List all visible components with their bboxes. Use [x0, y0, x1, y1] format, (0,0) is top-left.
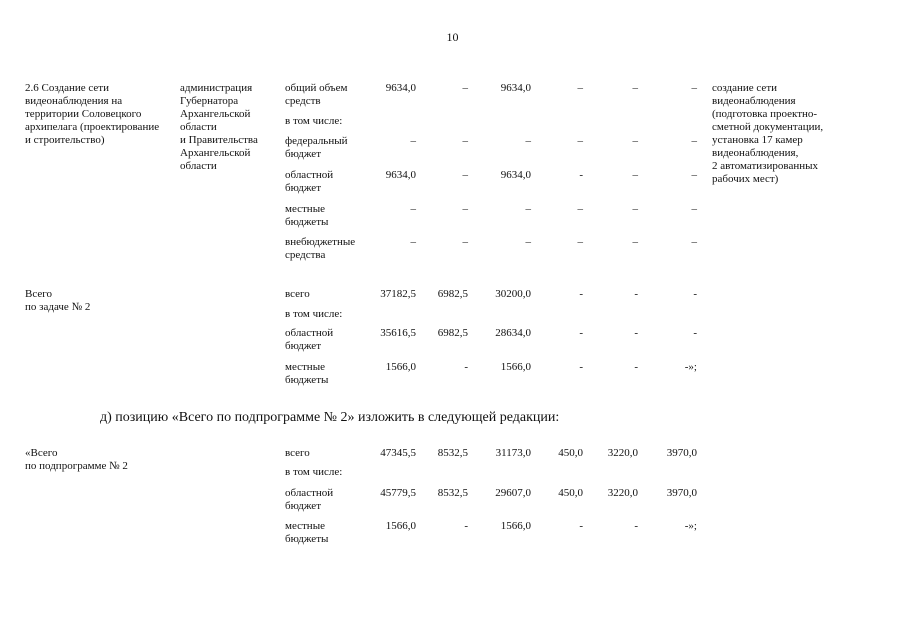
funding-value: –: [632, 169, 638, 181]
task-title-line: и строительство): [25, 134, 105, 146]
result-line: сметной документации,: [712, 121, 824, 133]
funding-value: 3970,0: [666, 447, 697, 459]
funding-value: –: [462, 135, 468, 147]
funding-source: [285, 520, 328, 546]
funding-source-line: в том числе:: [285, 466, 343, 478]
funding-value: 37182,5: [380, 288, 416, 300]
funding-value: 6982,5: [437, 288, 468, 300]
task-total-title-line: Всего: [25, 288, 52, 300]
funding-source: [285, 115, 342, 128]
task-title-line: архипелага (проектирование: [25, 121, 160, 133]
funding-source: [285, 361, 328, 387]
funding-source-line: бюджет: [285, 182, 321, 194]
instruction-text: д) позицию «Всего по подпрограмме № 2» изложить в следующей редакции:: [100, 410, 560, 425]
funding-source-line: федеральный: [285, 135, 348, 147]
funding-value: 450,0: [558, 487, 583, 499]
funding-value: 29607,0: [495, 487, 531, 499]
funding-value: –: [462, 203, 468, 215]
funding-value: –: [691, 169, 697, 181]
funding-source: [285, 327, 333, 353]
funding-value: -: [634, 288, 638, 300]
funding-value: –: [577, 236, 583, 248]
funding-source: [285, 135, 348, 161]
result-line: 2 автоматизированных: [712, 160, 819, 172]
funding-value: –: [462, 82, 468, 94]
funding-value: –: [410, 236, 416, 248]
funding-value: 9634,0: [500, 169, 531, 181]
task-total-title: [25, 288, 90, 314]
funding-value: 1566,0: [385, 361, 416, 373]
funding-source: [285, 308, 342, 321]
funding-value: –: [410, 203, 416, 215]
funding-value: –: [632, 203, 638, 215]
funding-value: 3970,0: [666, 487, 697, 499]
funding-value: -: [579, 169, 583, 181]
funding-value: –: [577, 203, 583, 215]
funding-value: –: [577, 82, 583, 94]
funding-source: [285, 466, 342, 479]
funding-value: -: [634, 520, 638, 532]
task-title-line: 2.6 Создание сети: [25, 82, 109, 94]
funding-source: [285, 236, 355, 262]
executor-line: и Правительства: [180, 134, 258, 146]
funding-value: –: [632, 135, 638, 147]
funding-value: –: [462, 236, 468, 248]
funding-value: 28634,0: [495, 327, 531, 339]
funding-value: –: [525, 135, 531, 147]
funding-source: [285, 447, 310, 460]
subprogram-total-title-line: по подпрограмме № 2: [25, 460, 128, 472]
funding-value: 6982,5: [437, 327, 468, 339]
task-title-line: территории Соловецкого: [25, 108, 142, 120]
funding-value: 3220,0: [607, 487, 638, 499]
funding-value: -: [464, 520, 468, 532]
funding-value: 8532,5: [437, 487, 468, 499]
funding-source: [285, 203, 328, 229]
funding-value: 9634,0: [385, 169, 416, 181]
executor-line: области: [180, 160, 217, 172]
funding-source-line: местные: [285, 520, 325, 532]
funding-value: –: [691, 236, 697, 248]
task-title-line: видеонаблюдения на: [25, 95, 123, 107]
funding-source-line: средств: [285, 95, 321, 107]
funding-value: –: [632, 236, 638, 248]
result-line: создание сети: [712, 82, 778, 94]
funding-value: -»;: [684, 361, 697, 373]
result-line: установка 17 камер: [712, 134, 803, 146]
funding-value: –: [410, 135, 416, 147]
executor-line: Архангельской: [180, 108, 251, 120]
funding-value: 47345,5: [380, 447, 416, 459]
funding-source-line: бюджеты: [285, 216, 329, 228]
funding-source-line: бюджеты: [285, 374, 329, 386]
funding-value: –: [691, 82, 697, 94]
funding-value: 31173,0: [495, 447, 531, 459]
subprogram-total-title: [25, 447, 128, 473]
funding-source: [285, 169, 333, 195]
funding-value: -: [464, 361, 468, 373]
funding-value: –: [691, 203, 697, 215]
funding-value: 30200,0: [495, 288, 531, 300]
funding-source-line: бюджет: [285, 340, 321, 352]
funding-value: -»;: [684, 520, 697, 532]
funding-source-line: местные: [285, 203, 325, 215]
funding-value: -: [579, 520, 583, 532]
funding-value: -: [579, 288, 583, 300]
funding-value: -: [693, 327, 697, 339]
funding-value: 1566,0: [500, 361, 531, 373]
funding-source-line: всего: [285, 447, 310, 459]
task-executor: [180, 82, 258, 173]
funding-value: 3220,0: [607, 447, 638, 459]
result-line: видеонаблюдения,: [712, 147, 799, 159]
funding-value: 35616,5: [380, 327, 416, 339]
funding-source-line: областной: [285, 327, 334, 339]
funding-value: 450,0: [558, 447, 583, 459]
executor-line: области: [180, 121, 217, 133]
funding-value: -: [634, 361, 638, 373]
result-line: (подготовка проектно-: [712, 108, 818, 120]
result-line: видеонаблюдения: [712, 95, 796, 107]
funding-source-line: областной: [285, 169, 334, 181]
funding-value: -: [579, 327, 583, 339]
funding-value: –: [462, 169, 468, 181]
funding-source-line: областной: [285, 487, 334, 499]
funding-value: –: [525, 203, 531, 215]
funding-value: –: [691, 135, 697, 147]
page-number: 10: [446, 30, 459, 44]
funding-value: 1566,0: [500, 520, 531, 532]
funding-source-line: внебюджетные: [285, 236, 356, 248]
funding-value: –: [525, 236, 531, 248]
funding-source-line: в том числе:: [285, 308, 343, 320]
funding-value: 9634,0: [500, 82, 531, 94]
funding-value: -: [579, 361, 583, 373]
funding-value: -: [634, 327, 638, 339]
funding-value: 45779,5: [380, 487, 416, 499]
funding-value: –: [632, 82, 638, 94]
funding-source-line: бюджет: [285, 500, 321, 512]
funding-source: [285, 487, 333, 513]
executor-line: Губернатора: [180, 95, 239, 107]
funding-source-line: бюджеты: [285, 533, 329, 545]
funding-source: [285, 82, 347, 108]
funding-value: 8532,5: [437, 447, 468, 459]
funding-value: 1566,0: [385, 520, 416, 532]
funding-source-line: общий объем: [285, 82, 348, 94]
funding-value: –: [577, 135, 583, 147]
funding-source-line: бюджет: [285, 148, 321, 160]
funding-value: 9634,0: [385, 82, 416, 94]
funding-source-line: в том числе:: [285, 115, 343, 127]
funding-source-line: средства: [285, 249, 326, 261]
task-total-title-line: по задаче № 2: [25, 301, 91, 313]
funding-source: [285, 288, 310, 301]
task-title: [25, 82, 159, 147]
subprogram-total-title-line: «Всего: [25, 447, 58, 459]
executor-line: администрация: [180, 82, 253, 94]
task-result: [712, 82, 823, 186]
result-line: рабочих мест): [712, 173, 779, 185]
funding-value: -: [693, 288, 697, 300]
funding-source-line: местные: [285, 361, 325, 373]
executor-line: Архангельской: [180, 147, 251, 159]
funding-source-line: всего: [285, 288, 310, 300]
